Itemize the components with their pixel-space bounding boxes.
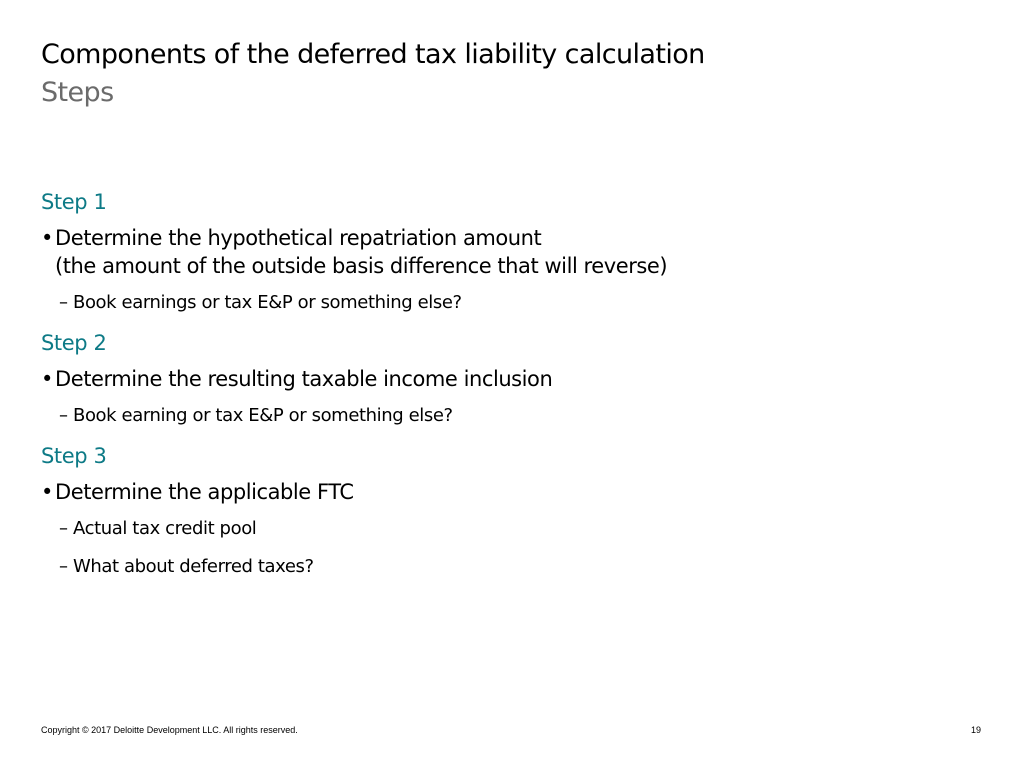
sub-bullet-item (41, 553, 941, 581)
sub-bullet-item (41, 402, 941, 430)
dash-marker: – (59, 292, 68, 313)
bullet-text-continuation: (the amount of the outside basis difference that will reverse) (55, 254, 668, 278)
sub-bullet-text: Actual tax credit pool (73, 518, 257, 539)
bullet-marker: • (41, 367, 53, 391)
bullet-item (41, 224, 941, 280)
step-heading: Step 3 (41, 444, 107, 468)
slide-subtitle: Steps (41, 77, 114, 108)
bullet-marker: • (41, 226, 53, 250)
sub-bullet-text: Book earning or tax E&P or something else? (73, 405, 453, 426)
step-heading: Step 1 (41, 190, 107, 214)
slide-title: Components of the deferred tax liability calculation (41, 39, 705, 70)
bullet-text: Determine the hypothetical repatriation amount (55, 226, 542, 250)
dash-marker: – (59, 518, 68, 539)
sub-bullet-item (41, 515, 941, 543)
bullet-item (41, 478, 941, 506)
bullet-marker: • (41, 480, 53, 504)
step-1-block (41, 186, 941, 317)
sub-bullet-text: What about deferred taxes? (73, 556, 314, 577)
step-heading: Step 2 (41, 331, 107, 355)
dash-marker: – (59, 556, 68, 577)
bullet-item (41, 365, 941, 393)
step-3-block (41, 440, 941, 581)
sub-bullet-item (41, 289, 941, 317)
sub-bullet-text: Book earnings or tax E&P or something else? (73, 292, 462, 313)
footer-copyright: Copyright © 2017 Deloitte Development LLC. All rights reserved. (41, 725, 298, 735)
dash-marker: – (59, 405, 68, 426)
step-2-block (41, 327, 941, 430)
bullet-text: Determine the applicable FTC (55, 480, 354, 504)
slide-content (41, 186, 941, 591)
page-number: 19 (971, 725, 982, 735)
bullet-text: Determine the resulting taxable income inclusion (55, 367, 553, 391)
